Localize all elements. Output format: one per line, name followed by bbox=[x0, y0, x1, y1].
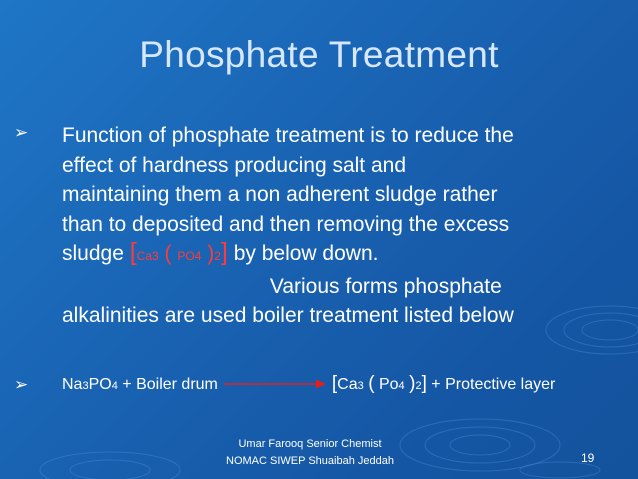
formula-open-bracket: [ bbox=[129, 238, 137, 266]
formula-close-bracket: ] bbox=[220, 238, 228, 266]
reaction-arrow-icon bbox=[222, 378, 328, 390]
reactant bbox=[62, 374, 218, 397]
page-number: 19 bbox=[581, 451, 595, 465]
boiler-drum-text: + Boiler drum bbox=[117, 376, 218, 393]
bullet-reaction bbox=[14, 373, 614, 397]
po2-subscript: 4 bbox=[398, 380, 405, 392]
product bbox=[332, 373, 555, 397]
product-open-bracket: [ bbox=[331, 373, 338, 394]
footer-author: Umar Farooq Senior Chemist bbox=[238, 438, 382, 450]
bullet-line: effect of hardness producing salt and bbox=[62, 153, 407, 177]
ca-text: Ca bbox=[337, 376, 358, 393]
formula-ca: Ca3 bbox=[136, 249, 159, 263]
product-paren-close: ) bbox=[409, 373, 416, 394]
bullet-line: Various forms phosphate bbox=[269, 274, 502, 298]
reaction-equation bbox=[62, 373, 555, 397]
bullet-phosphate-function bbox=[14, 121, 614, 331]
slide-footer bbox=[190, 436, 430, 470]
sludge-text: sludge bbox=[62, 242, 130, 265]
footer-organization: NOMAC SIWEP Shuaibah Jeddah bbox=[226, 455, 394, 467]
product-sub2: 2 bbox=[415, 380, 422, 392]
bullet-line-formula bbox=[62, 239, 514, 272]
bullet-text bbox=[62, 121, 514, 331]
formula-paren-open: ( bbox=[164, 242, 172, 265]
po2-text: Po bbox=[378, 376, 399, 393]
formula-paren-close: ) bbox=[207, 242, 215, 265]
po-subscript: 4 bbox=[111, 380, 118, 392]
bullet-arrow-icon: ➢ bbox=[14, 123, 29, 142]
paragraph-alkalinities bbox=[62, 272, 514, 331]
protective-layer-text: + Protective layer bbox=[426, 376, 556, 393]
slide-title: Phosphate Treatment bbox=[139, 34, 499, 75]
ca-subscript: 3 bbox=[357, 380, 364, 392]
bullet-line: Function of phosphate treatment is to reduce the bbox=[62, 124, 514, 147]
na-subscript: 3 bbox=[82, 380, 89, 392]
bullet-arrow-icon: ➢ bbox=[14, 375, 29, 394]
na-text: Na bbox=[62, 376, 83, 393]
po-text: PO bbox=[88, 376, 112, 393]
formula-sub2: 2 bbox=[214, 249, 221, 263]
bullet-line: maintaining them a non adherent sludge rather bbox=[62, 183, 498, 206]
product-close-bracket: ] bbox=[421, 373, 427, 394]
bullet-line: alkalinities are used boiler treatment listed below bbox=[62, 304, 514, 327]
product-paren-open: ( bbox=[368, 373, 375, 394]
bullet-line: than to deposited and then removing the excess bbox=[62, 212, 510, 236]
by-below-text: by below down. bbox=[227, 242, 379, 265]
formula-po: PO4 bbox=[177, 249, 202, 263]
